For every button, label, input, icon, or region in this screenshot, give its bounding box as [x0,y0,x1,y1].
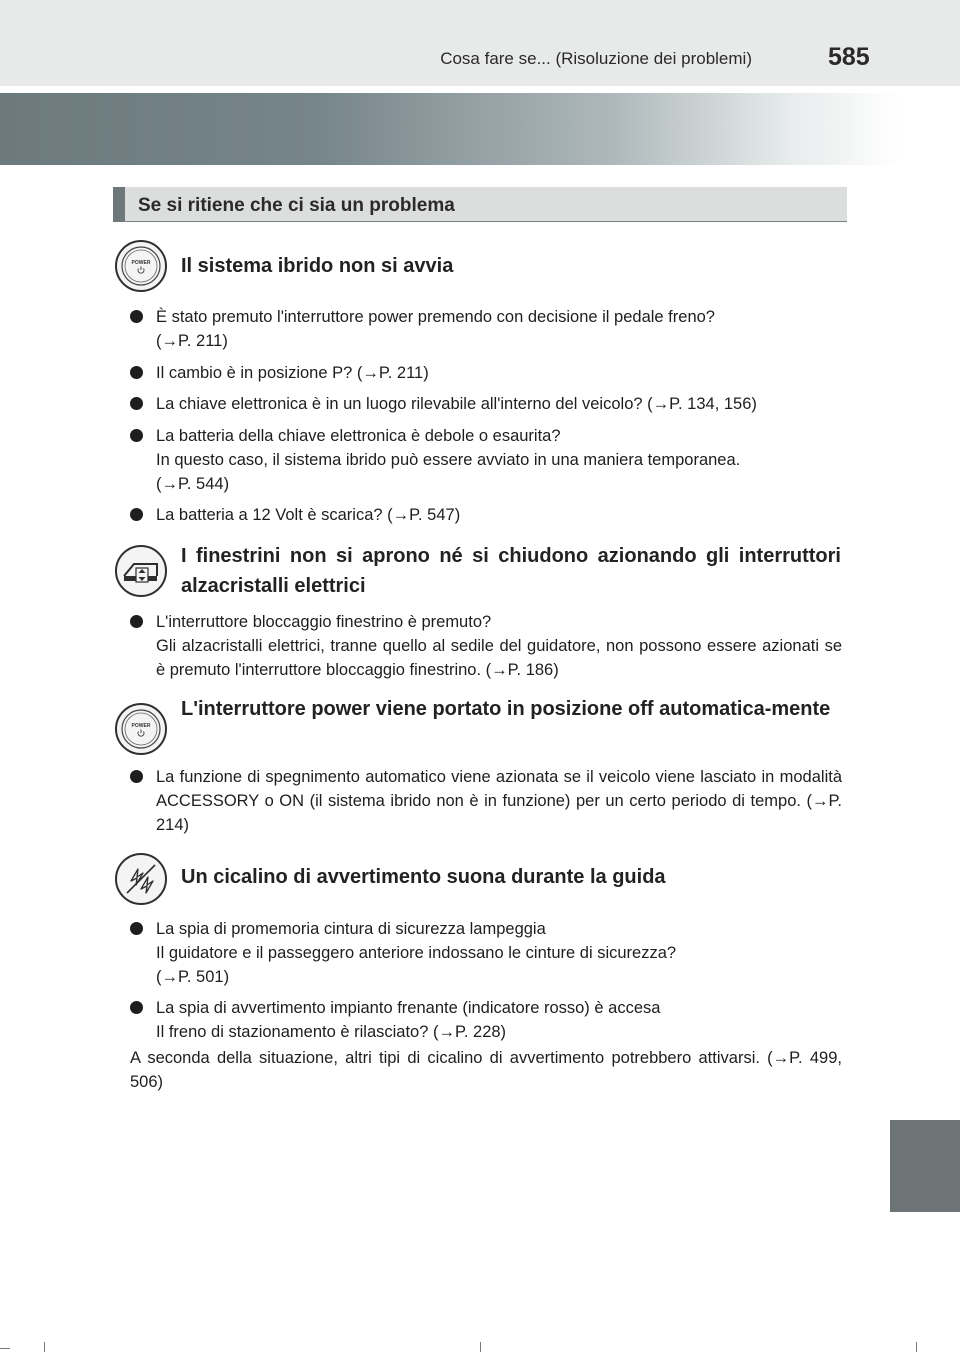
list-item: La batteria della chiave elettronica è debole o esaurita? In questo caso, il sistema ibrido può essere avviato in una maniera temporanea. (→P. 544) [156,427,741,493]
warning-buzzer-icon [115,853,167,905]
svg-text:POWER: POWER [131,723,151,729]
svg-text:POWER: POWER [131,260,151,266]
heading-power-windows: I finestrini non si aprono né si chiudono azionando gli interruttori alzacristalli elettrici [181,545,841,597]
list-item: La batteria a 12 Volt è scarica? (→P. 547) [156,506,461,524]
section-title: Se si ritiene che ci sia un problema [138,195,455,216]
list-item: La chiave elettronica è in un luogo rilevabile all'interno del veicolo? (→P. 134, 156) [156,395,757,413]
power-button-icon [115,240,167,292]
heading-hybrid-no-start: Il sistema ibrido non si avvia [181,255,454,277]
crop-mark [916,1342,917,1352]
bullet [130,770,143,783]
power-window-icon [115,545,167,597]
header-strip [0,0,960,86]
list-item: Il cambio è in posizione P? (→P. 211) [156,364,429,382]
bullet [130,310,143,323]
bullet [130,1001,143,1014]
bullet [130,397,143,410]
crop-mark [480,1342,481,1352]
crop-mark [44,1342,45,1352]
chapter-tab [890,1120,960,1212]
closing-paragraph: A seconda della situazione, altri tipi di cicalino di avvertimento potrebbero attivarsi. (→P. 499, 506) [130,1049,842,1091]
list-item: La funzione di spegnimento automatico viene azionata se il veicolo viene lasciato in modalità ACCESSORY o ON (il sistema ibrido non è in funzione) per un certo periodo di tempo. (→P. 214) [156,768,842,834]
header-banner [0,93,900,165]
crop-mark [0,1348,10,1349]
bullet [130,366,143,379]
bullet [130,508,143,521]
bullet [130,615,143,628]
page-number: 585 [828,43,870,71]
list-item: È stato premuto l'interruttore power premendo con decisione il pedale freno? (→P. 211) [156,308,715,350]
heading-warning-buzzer: Un cicalino di avvertimento suona durante la guida [181,866,666,888]
power-button-icon [115,703,167,755]
heading-auto-power-off: L'interruttore power viene portato in posizione off automatica-mente [181,698,831,720]
section-header [113,187,847,222]
bullet [130,429,143,442]
header-title: Cosa fare se... (Risoluzione dei problemi) [440,49,752,68]
list-item: La spia di avvertimento impianto frenante (indicatore rosso) è accesa Il freno di stazionamento è rilasciato? (→P. 228) [156,999,661,1041]
list-item: L'interruttore bloccaggio finestrino è premuto? Gli alzacristalli elettrici, tranne quello al sedile del guidatore, non possono essere azionati se è premuto l'interruttore bloccaggio finestrino. (→P. 186) [156,613,842,679]
bullet [130,922,143,935]
list-item: La spia di promemoria cintura di sicurezza lampeggia Il guidatore e il passeggero anteriore indossano le cinture di sicurezza? (→P. 501) [156,920,677,986]
